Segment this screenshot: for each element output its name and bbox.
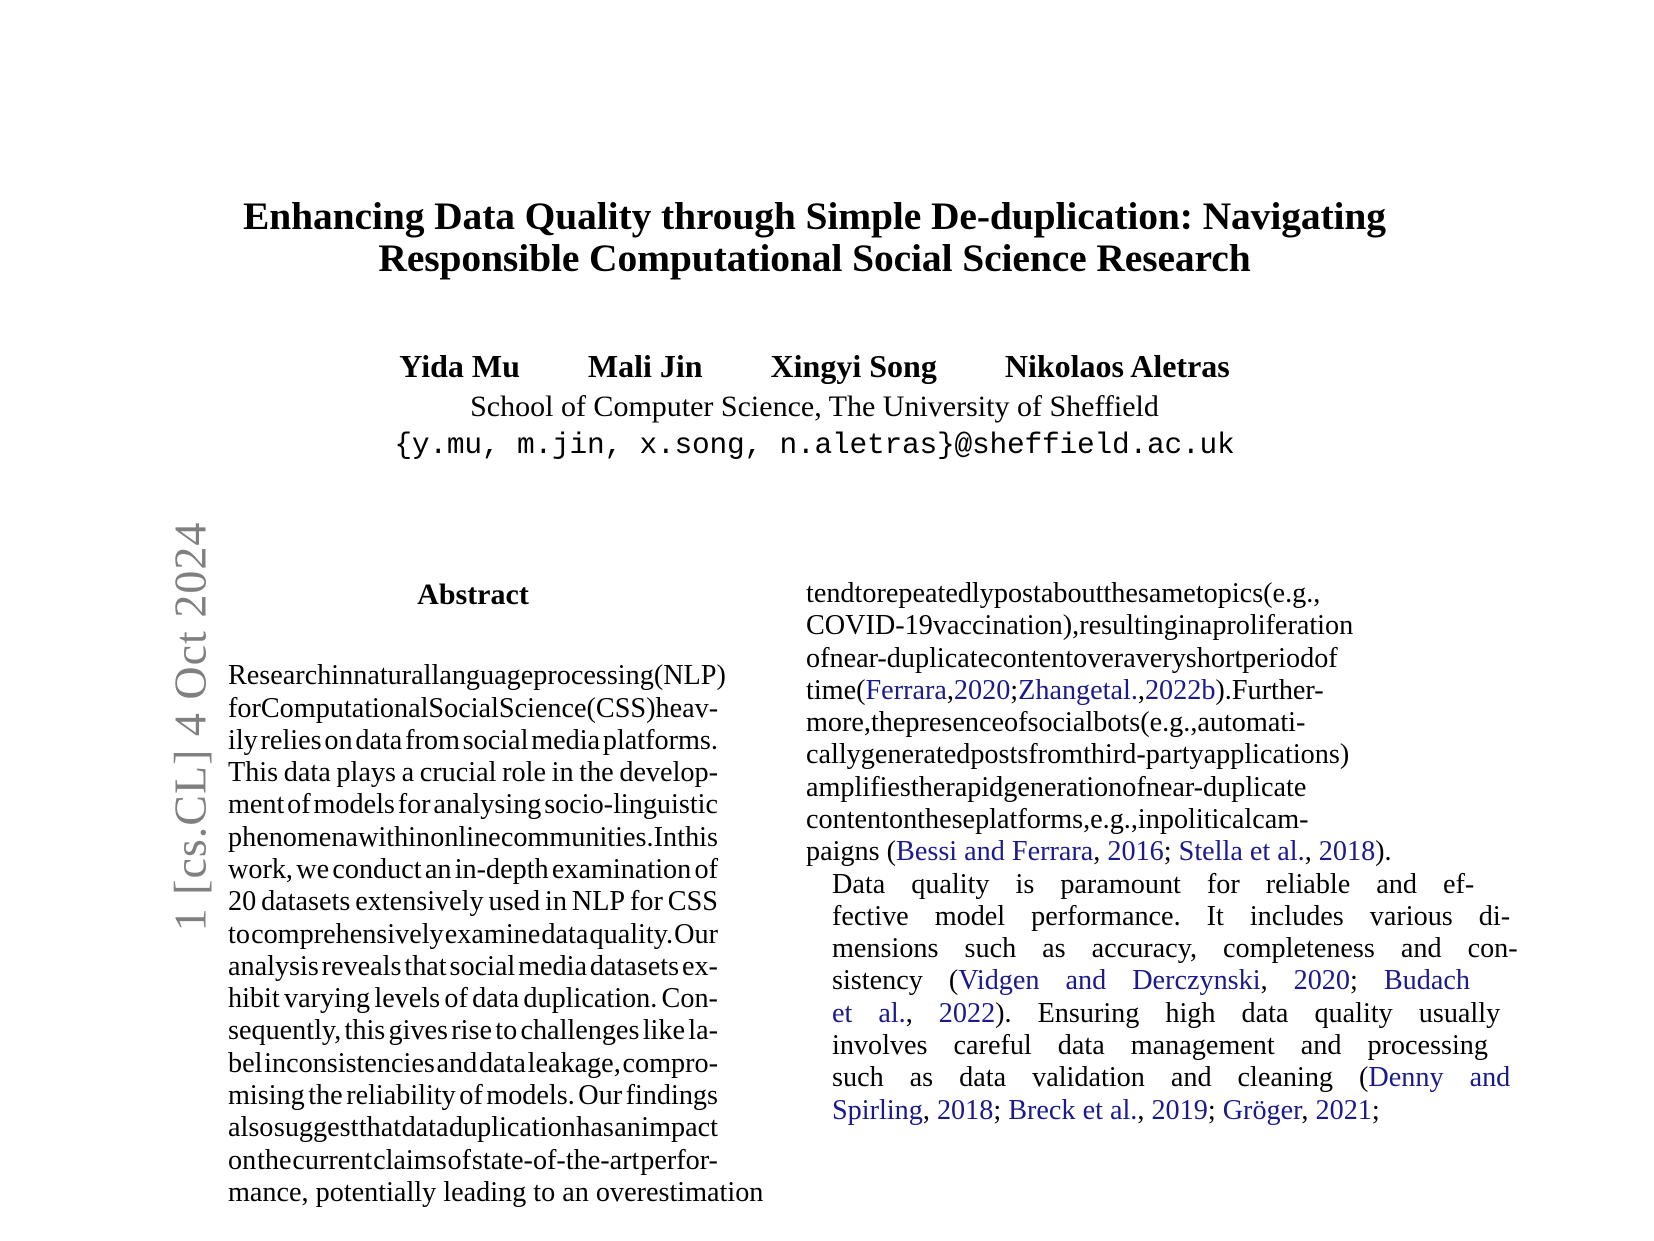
text-line: paigns (Bessi and Ferrara, 2016; Stella et al., 2018). — [806, 836, 1392, 868]
citation-link[interactable]: et — [1082, 1094, 1103, 1126]
citation-link[interactable]: 2022b — [1144, 674, 1216, 706]
citation-link[interactable]: 2019 — [1151, 1094, 1208, 1126]
citation-link[interactable]: Spirling — [832, 1094, 923, 1126]
text-line: cally generated posts from third-party applications) — [806, 739, 1350, 771]
citation-link[interactable]: 2018 — [1318, 836, 1376, 868]
text-line: involves careful data management and processing — [832, 1029, 1488, 1061]
citation-link[interactable]: 2018 — [936, 1094, 994, 1126]
text-line: ily relies on data from social media platforms. — [228, 724, 718, 756]
author-4: Nikolaos Aletras — [1004, 348, 1230, 384]
abstract-text — [228, 660, 764, 1209]
author-2: Mali Jin — [587, 348, 703, 384]
text-line: on the current claims of state-of-the-art perfor- — [228, 1144, 718, 1176]
intro-paragraph-2 — [806, 868, 1518, 1127]
citation-link[interactable]: Vidgen — [958, 965, 1040, 997]
text-line: Research in natural language processing (NLP) — [228, 660, 726, 692]
text-line: sistency (Vidgen and Derczynski, 2020; Budach — [832, 965, 1470, 997]
text-line: also suggest that data duplication has an impact — [228, 1112, 718, 1144]
abstract-column — [228, 578, 764, 1209]
citation-link[interactable]: al. — [878, 997, 906, 1029]
citation-link[interactable]: 2022 — [938, 997, 996, 1029]
text-line: mising the reliability of models. Our findings — [228, 1080, 718, 1111]
text-line: COVID-19 vaccination), resulting in a proliferation — [806, 610, 1354, 642]
text-line: mance, potentially leading to an overestimation — [228, 1176, 764, 1208]
text-line: 20 datasets extensively used in NLP for CSS — [228, 886, 718, 918]
text-line: hibit varying levels of data duplication. Con- — [228, 983, 718, 1015]
citation-link[interactable]: Ferrara — [1011, 836, 1094, 868]
author-list — [227, 348, 1402, 385]
citation-link[interactable]: Denny — [1368, 1062, 1444, 1094]
intro-paragraph-1 — [806, 578, 1392, 869]
author-3: Xingyi Song — [770, 348, 937, 384]
citation-link[interactable]: Bessi — [896, 836, 958, 868]
text-line: Data quality is paramount for reliable and ef- — [832, 868, 1475, 900]
citation-link[interactable]: 2021 — [1315, 1094, 1372, 1126]
text-line: ment of models for analysing socio-linguistic — [228, 789, 718, 821]
author-1: Yida Mu — [399, 348, 520, 384]
text-line: time (Ferrara, 2020; Zhang et al., 2022b). Further- — [806, 674, 1324, 706]
page-title — [227, 196, 1402, 280]
citation-link[interactable]: Stella — [1178, 836, 1243, 868]
citation-link[interactable]: et — [832, 997, 853, 1029]
citation-link[interactable]: Zhang — [1018, 674, 1091, 706]
citation-link[interactable]: and — [1065, 965, 1107, 997]
arxiv-stamp: 1 [cs.CL] 4 Oct 2024 — [164, 521, 216, 932]
title-line-1: Enhancing Data Quality through Simple De-duplication: Navigating — [243, 194, 1386, 238]
citation-link[interactable]: al. — [1110, 674, 1138, 706]
citation-link[interactable]: Derczynski — [1132, 965, 1261, 997]
citation-link[interactable]: Gröger — [1222, 1094, 1302, 1126]
text-line: fective model performance. It includes various di- — [832, 900, 1511, 932]
author-emails: {y.mu, m.jin, x.song, n.aletras}@sheffield.ac.uk — [394, 428, 1235, 462]
citation-link[interactable]: Budach — [1383, 965, 1470, 997]
text-line: This data plays a crucial role in the develop- — [228, 757, 718, 789]
citation-link[interactable]: al. — [1277, 836, 1305, 868]
text-line: to comprehensively examine data quality. Our — [228, 918, 718, 950]
text-line: more, the presence of social bots (e.g., automati- — [806, 707, 1306, 739]
text-line: amplifies the rapid generation of near-duplicate — [806, 771, 1307, 803]
text-line: sequently, this gives rise to challenges like la- — [228, 1015, 718, 1047]
text-line: for Computational Social Science (CSS) heav- — [228, 692, 719, 724]
text-line: mensions such as accuracy, completeness and con- — [832, 933, 1518, 965]
text-line: tend to repeatedly post about the same topics (e.g., — [806, 578, 1321, 609]
text-line: work, we conduct an in-depth examination of — [228, 854, 718, 886]
citation-link[interactable]: and — [1469, 1062, 1511, 1094]
citation-link[interactable]: et — [1090, 674, 1111, 706]
text-line: Spirling, 2018; Breck et al., 2019; Gröger, 2021; — [832, 1094, 1380, 1126]
text-line: content on these platforms, e.g., in political cam- — [806, 803, 1309, 835]
text-line: et al., 2022). Ensuring high data quality usually — [832, 997, 1501, 1029]
text-line: phenomena within online communities. In this — [228, 821, 718, 853]
text-line: bel inconsistencies and data leakage, compro- — [228, 1047, 718, 1079]
citation-link[interactable]: 2020 — [1293, 965, 1350, 997]
citation-link[interactable]: Breck — [1008, 1094, 1076, 1126]
affiliation: School of Computer Science, The University of Sheffield — [470, 390, 1159, 423]
citation-link[interactable]: Ferrara — [865, 674, 947, 706]
citation-link[interactable]: 2020 — [953, 674, 1011, 706]
text-line: of near-duplicate content over a very short period of — [806, 642, 1338, 674]
intro-column — [806, 578, 1518, 1127]
abstract-heading: Abstract — [417, 578, 529, 611]
citation-link[interactable]: 2016 — [1107, 836, 1164, 868]
text-line: such as data validation and cleaning (Denny and — [832, 1062, 1511, 1094]
citation-link[interactable]: al. — [1109, 1094, 1138, 1126]
citation-link[interactable]: and — [964, 836, 1005, 868]
title-block — [227, 196, 1402, 280]
citation-link[interactable]: et — [1249, 836, 1271, 868]
title-line-2: Responsible Computational Social Science Research — [378, 235, 1251, 280]
text-line: analysis reveals that social media datasets ex- — [228, 950, 718, 982]
